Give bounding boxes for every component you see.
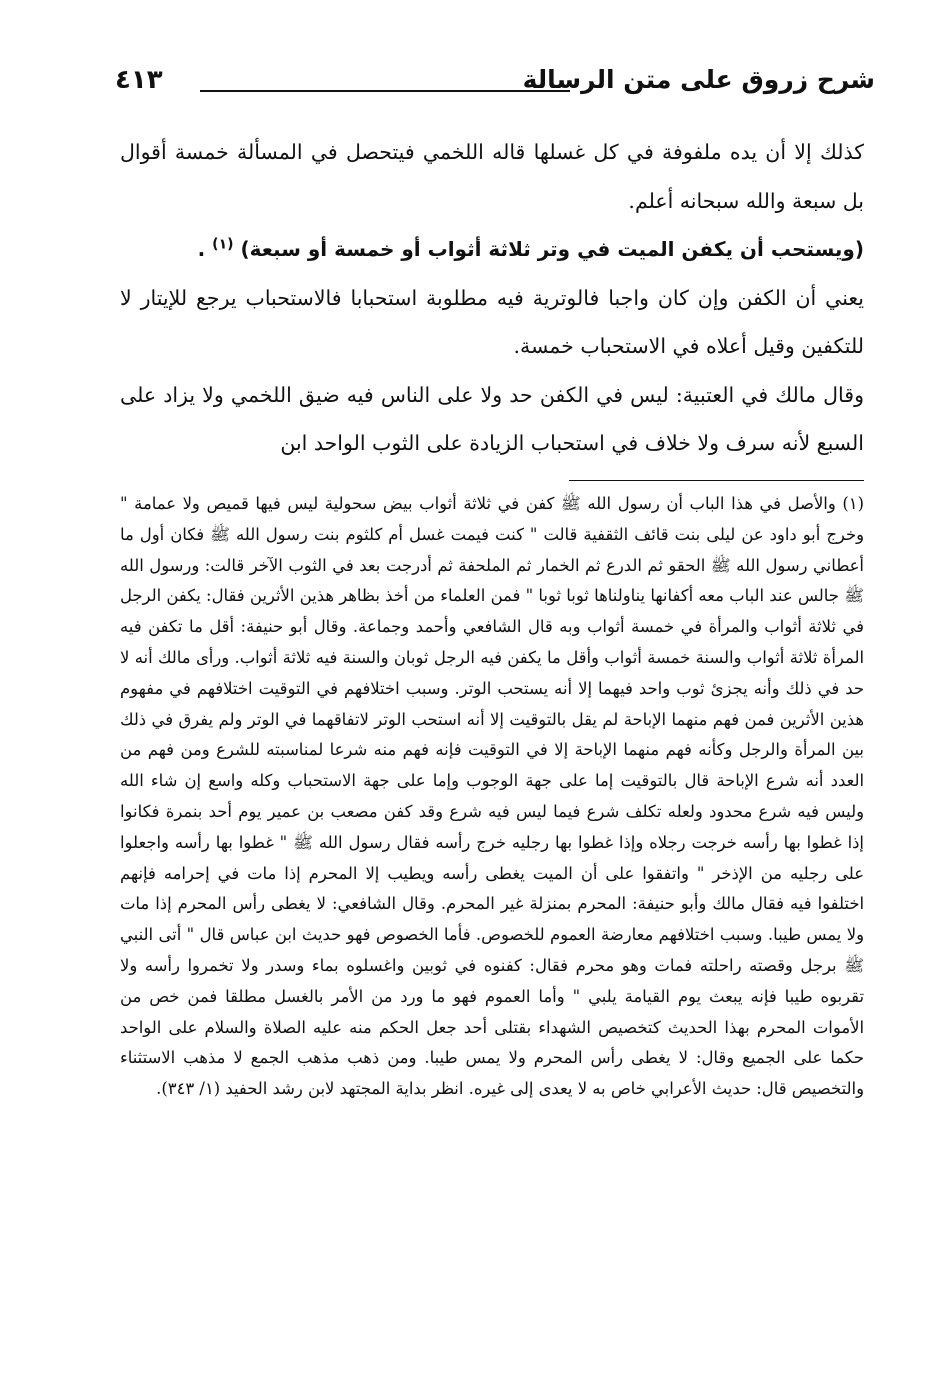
main-text	[120, 128, 864, 468]
header-rule	[200, 90, 570, 92]
paragraph: يعني أن الكفن وإن كان واجبا فالوترية فيه مطلوبة استحبابا فالاستحباب يرجع للإيتار لا للتكفين وقيل أعلاه في الاستحباب خمسة.	[120, 285, 864, 358]
footnote-text: (١) والأصل في هذا الباب أن رسول الله ﷺ كفن في ثلاثة أثواب بيض سحولية ليس فيها قميص ولا عمامة " وخرج أبو داود عن ليلى بنت قائف الثقفية قالت " كنت فيمت غسل أم كلثوم بنت رسول الله ﷺ فكان أول ما أعطاني رسول الله ﷺ الحقو ثم الدرع ثم الخمار ثم الملحفة ثم أدرجت بعد في الثوب الآخر قالت: ورسول الله ﷺ جالس عند الباب معه أكفانها يناولناها ثوبا ثوبا " فمن العلماء من أخذ بظاهر هذين الأثرين فقال: يكفن الرجل في ثلاثة أثواب والمرأة في خمسة أثواب وبه قال الشافعي وأحمد وجماعة. وقال أبو حنيفة: أقل ما تكفن فيه المرأة ثلاثة أثواب والسنة خمسة أثواب وأقل ما يكفن فيه الرجل ثوبان والسنة فيه ثلاثة أثواب. ورأى مالك أنه لا حد في ذلك وأنه يجزئ ثوب واحد فيهما إلا أنه يستحب الوتر. وسبب اختلافهم في التوقيت اختلافهم في مفهوم هذين الأثرين فمن فهم منهما الإباحة لم يقل بالتوقيت إلا أنه استحب الوتر لاتفاقهما في الوتر ولم يفرق في ذلك بين المرأة والرجل وكأنه فهم منهما الإباحة إلا في التوقيت فإنه فهم منه شرعا لمناسبته للشرع ومن فهم من العدد أنه شرع الإباحة قال بالتوقيت إما على جهة الوجوب وإما على جهة الاستحباب وكله واسع إن شاء الله وليس فيه شرع محدود ولعله تكلف شرع فيما ليس فيه شرع وقد كفن مصعب بن عمير يوم أحد بنمرة فكانوا إذا غطوا بها رأسه خرجت رجلاه وإذا غطوا بها رجليه خرج رأسه فقال رسول الله ﷺ " غطوا بها رأسه واجعلوا على رجليه من الإذخر " واتفقوا على أن الميت يغطى رأسه ويطيب إلا المحرم إذا مات في إحرامه فإنهم اختلفوا فيه فقال مالك وأبو حنيفة: المحرم بمنزلة غير المحرم. وقال الشافعي: لا يغطى رأس المحرم إذا مات ولا يمس طيبا. وسبب اختلافهم معارضة العموم للخصوص. فأما الخصوص فهو حديث ابن عباس قال " أتى النبي ﷺ برجل وقصته راحلته فمات وهو محرم فقال: كفنوه في ثوبين واغسلوه بماء وسدر ولا تخمروا رأسه ولا تقربوه طيبا فإنه يبعث يوم القيامة يلبي " وأما العموم فهو ما ورد من الأمر بالغسل مطلقا فمن خص من الأموات المحرم بهذا الحديث كتخصيص الشهداء بقتلى أحد جعل الحكم منه عليه الصلاة والسلام على الواحد حكما على الجميع وقال: لا يغطى رأس المحرم ولا يمس طيبا. ومن ذهب مذهب الجمع لا مذهب الاستثناء والتخصيص قال: حديث الأعرابي خاص به لا يعدى إلى غيره. انظر بداية المجتهد لابن رشد الحفيد (١/ ٣٤٣).	[120, 494, 865, 1099]
footnote-separator	[569, 480, 864, 481]
running-title: شرح زروق على متن الرسالة	[522, 65, 875, 94]
paragraph: كذلك إلا أن يده ملفوفة في كل غسلها قاله اللخمي فيتحصل في المسألة خمسة أقوال بل سبعة والله سبحانه أعلم.	[120, 140, 864, 213]
page-header	[115, 60, 875, 106]
paragraph: وقال مالك في العتبية: ليس في الكفن حد ولا على الناس فيه ضيق اللخمي ولا يزاد على السبع لأنه سرف ولا خلاف في استحباب الزيادة على الثوب الواحد ابن	[120, 382, 864, 455]
footnote	[120, 489, 864, 1105]
page-number: ٤١٣	[115, 65, 163, 95]
footnote-reference: (١)	[212, 236, 234, 253]
matn-quote	[120, 225, 864, 274]
matn-quote-end: .	[197, 237, 206, 261]
matn-quote-text: (ويستحب أن يكفن الميت في وتر ثلاثة أثواب أو خمسة أو سبعة)	[240, 237, 864, 261]
